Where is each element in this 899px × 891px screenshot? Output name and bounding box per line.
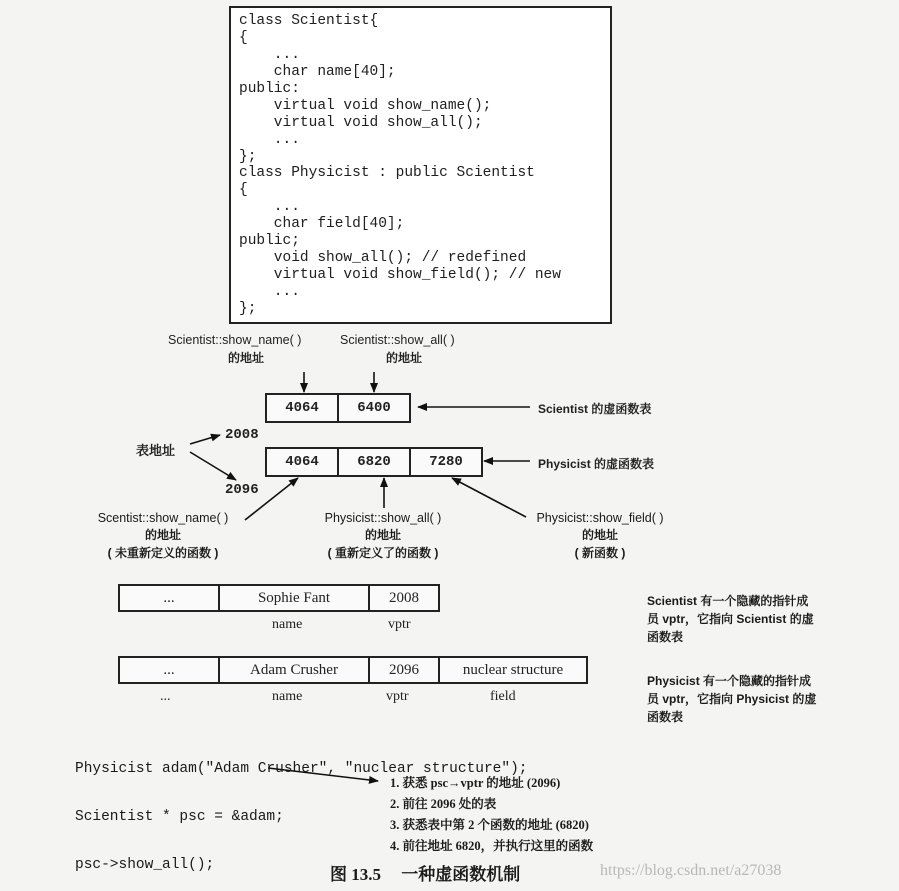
- step-item: 1. 获悉 psc→vptr 的地址 (2096): [390, 776, 561, 790]
- figure-caption: [330, 860, 520, 885]
- object-cell: ...: [120, 658, 220, 682]
- step-item: 4. 前往地址 6820，并执行这里的函数: [390, 839, 594, 853]
- label-line: ( 新函数 ): [574, 546, 626, 560]
- adam-object-layout: [118, 656, 588, 684]
- figure-number: 图 13.5: [330, 865, 381, 884]
- vtable-cell: 4064: [267, 395, 339, 421]
- scientist-show-all-label: Scientist::show_all( ): [340, 333, 455, 347]
- code-line: psc->show_all();: [75, 857, 215, 873]
- code-line: Physicist adam("Adam Crusher", "nuclear structure");: [75, 761, 528, 777]
- code-line: class Physicist : public Scientist: [239, 165, 535, 181]
- vtable-cell: 7280: [429, 454, 463, 470]
- scientist-show-all-sub: 的地址: [386, 351, 423, 365]
- code-line: class Scientist{: [239, 13, 379, 29]
- sophie-vptr-caption: vptr: [388, 617, 411, 632]
- table-address-label: 表地址: [136, 443, 176, 458]
- sophie-name-caption: name: [272, 617, 303, 632]
- scientist-show-name-label: Scientist::show_name( ): [168, 333, 302, 347]
- physicist-vtable-address: 2096: [225, 482, 259, 498]
- label-line: Scentist::show_name( ): [97, 511, 229, 525]
- scientist-show-name-sub: 的地址: [228, 351, 265, 365]
- label-line: Physicist::show_field( ): [536, 511, 664, 525]
- code-line: };: [239, 149, 257, 165]
- label-line: 的地址: [144, 528, 181, 542]
- code-line: ...: [239, 284, 300, 300]
- note-line: 员 vptr，它指向 Scientist 的虚: [647, 612, 814, 626]
- code-line: public:: [239, 81, 300, 97]
- object-cell: Sophie Fant: [220, 586, 370, 610]
- object-cell: ...: [120, 586, 220, 610]
- unredefined-function-label: [78, 511, 248, 561]
- code-line: Scientist * psc = &adam;: [75, 809, 284, 825]
- physicist-vtable: [265, 447, 483, 477]
- adam-field-caption: field: [490, 689, 516, 704]
- vtable-cell: 4064: [267, 449, 339, 475]
- code-line: };: [239, 301, 257, 317]
- step-item: 3. 获悉表中第 2 个函数的地址 (6820): [390, 818, 589, 832]
- label-line: 的地址: [581, 528, 618, 542]
- object-cell: nuclear structure: [462, 661, 564, 678]
- step-item: 2. 前往 2096 处的表: [390, 797, 497, 811]
- note-line: 员 vptr，它指向 Physicist 的虚: [647, 692, 817, 706]
- code-line: {: [239, 182, 248, 198]
- adam-name-caption: name: [272, 689, 303, 704]
- note-line: Physicist 有一个隐藏的指针成: [647, 674, 812, 688]
- note-line: Scientist 有一个隐藏的指针成: [647, 594, 809, 608]
- code-line: {: [239, 30, 248, 46]
- note-line: 函数表: [647, 710, 684, 724]
- scientist-vtable-label: Scientist 的虚函数表: [538, 402, 652, 416]
- scientist-vtable-address: 2008: [225, 427, 259, 443]
- code-line: ...: [239, 132, 300, 148]
- new-function-label: [520, 511, 680, 561]
- label-line: 的地址: [364, 528, 401, 542]
- label-line: ( 重新定义了的函数 ): [327, 546, 439, 560]
- adam-vptr-caption: vptr: [386, 689, 409, 704]
- label-line: ( 未重新定义的函数 ): [107, 546, 219, 560]
- physicist-vptr-note: [647, 672, 816, 726]
- code-line: char field[40];: [239, 216, 405, 232]
- object-cell: 2096: [370, 658, 440, 682]
- call-steps: [390, 773, 593, 857]
- object-cell: Adam Crusher: [220, 658, 370, 682]
- object-cell: 2008: [389, 589, 419, 606]
- code-line: void show_all(); // redefined: [239, 250, 527, 266]
- code-line: virtual void show_field(); // new: [239, 267, 561, 283]
- scientist-vptr-note: [647, 592, 814, 646]
- redefined-function-label: [308, 511, 458, 561]
- watermark: https://blog.csdn.net/a27038: [600, 862, 782, 879]
- code-line: public;: [239, 233, 300, 249]
- label-line: Physicist::show_all( ): [324, 511, 442, 525]
- code-line: ...: [239, 47, 300, 63]
- adam-ellipsis-caption: ...: [160, 689, 171, 704]
- vtable-cell: 6400: [357, 400, 391, 416]
- physicist-vtable-label: Physicist 的虚函数表: [538, 457, 655, 471]
- code-line: virtual void show_all();: [239, 115, 483, 131]
- figure-title: 一种虚函数机制: [401, 865, 521, 884]
- code-line: virtual void show_name();: [239, 98, 492, 114]
- code-line: ...: [239, 199, 300, 215]
- scientist-vtable: [265, 393, 411, 423]
- code-line: char name[40];: [239, 64, 396, 80]
- sophie-object-layout: [118, 584, 440, 612]
- vtable-cell: 6820: [339, 449, 411, 475]
- note-line: 函数表: [647, 630, 684, 644]
